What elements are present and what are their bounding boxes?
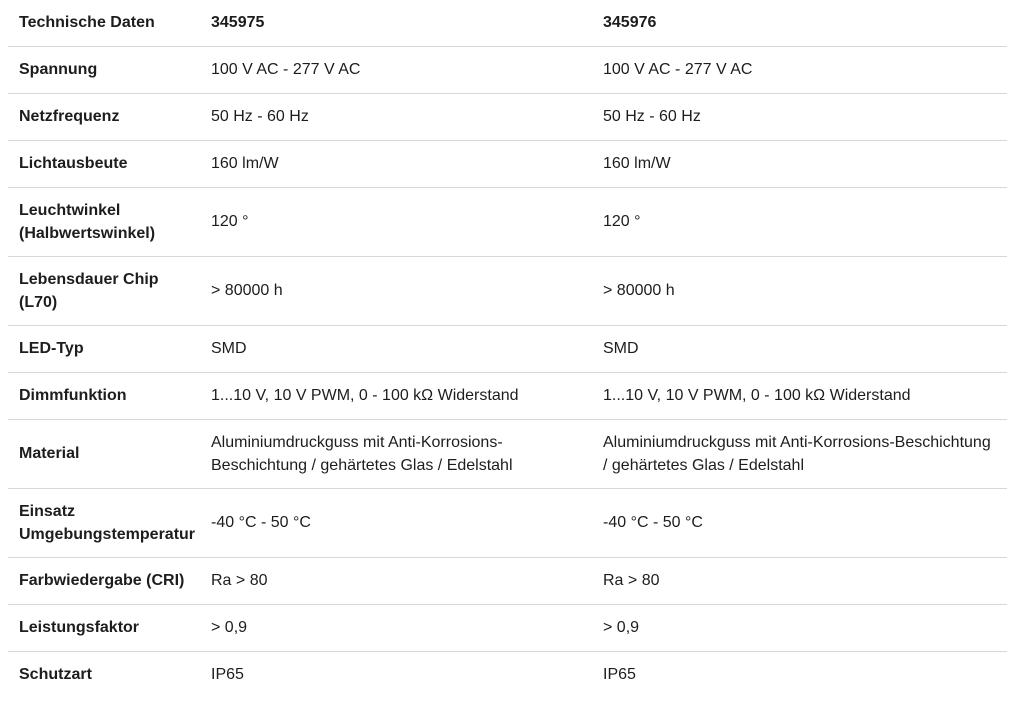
row-label: Schutzart bbox=[19, 666, 92, 684]
row-label: Material bbox=[8, 419, 200, 488]
row-value-345975: SMD bbox=[200, 325, 592, 372]
row-label: Leuchtwinkel (Halbwertswinkel) bbox=[8, 187, 200, 256]
table-row-leistungsfaktor bbox=[8, 604, 1007, 651]
row-value-345975: 1...10 V, 10 V PWM, 0 - 100 kΩ Widerstand bbox=[200, 372, 592, 419]
table-row-dimmfunktion bbox=[8, 372, 1007, 419]
row-value-345976: Aluminiumdruckguss mit Anti-Korrosions-Beschichtung / gehärtetes Glas / Edelstahl bbox=[592, 419, 1007, 488]
row-value-345976: > 80000 h bbox=[592, 256, 1007, 325]
row-label: Leistungsfaktor bbox=[8, 604, 200, 651]
row-value-345976: -40 °C - 50 °C bbox=[592, 488, 1007, 557]
row-value-345975: 120 ° bbox=[200, 187, 592, 256]
table-row-material bbox=[8, 419, 1007, 488]
row-value-345975: Ra > 80 bbox=[200, 557, 592, 604]
table-row-leuchtwinkel bbox=[8, 187, 1007, 256]
table-row-spannung bbox=[8, 46, 1007, 93]
row-label: Dimmfunktion bbox=[8, 372, 200, 419]
row-value-345976: 50 Hz - 60 Hz bbox=[592, 93, 1007, 140]
row-value-345976: IP65 bbox=[603, 666, 636, 684]
table-row-lebensdauer-chip bbox=[8, 256, 1007, 325]
row-label: Spannung bbox=[8, 46, 200, 93]
row-value-345976: Ra > 80 bbox=[592, 557, 1007, 604]
row-value-345975: 100 V AC - 277 V AC bbox=[200, 46, 592, 93]
row-value-345975: 160 lm/W bbox=[200, 140, 592, 187]
row-label: LED-Typ bbox=[8, 325, 200, 372]
row-label: Lebensdauer Chip (L70) bbox=[8, 256, 200, 325]
header-technische-daten: Technische Daten bbox=[8, 0, 200, 46]
row-value-345976: > 0,9 bbox=[592, 604, 1007, 651]
row-value-345975: > 0,9 bbox=[200, 604, 592, 651]
row-label: Farbwiedergabe (CRI) bbox=[8, 557, 200, 604]
row-value-345976: 120 ° bbox=[592, 187, 1007, 256]
row-value-345976: 160 lm/W bbox=[592, 140, 1007, 187]
table-row-led-typ bbox=[8, 325, 1007, 372]
table-row-lichtausbeute bbox=[8, 140, 1007, 187]
table-row-netzfrequenz bbox=[8, 93, 1007, 140]
row-value-345975: IP65 bbox=[211, 666, 244, 684]
row-value-345976: 100 V AC - 277 V AC bbox=[592, 46, 1007, 93]
table-row-einsatz-umgebungstemperatur bbox=[8, 488, 1007, 557]
row-value-345975: Aluminiumdruckguss mit Anti-Korrosions-Beschichtung / gehärtetes Glas / Edelstahl bbox=[200, 419, 592, 488]
row-value-345976: 1...10 V, 10 V PWM, 0 - 100 kΩ Widerstand bbox=[592, 372, 1007, 419]
technical-data-table bbox=[8, 0, 1007, 698]
row-value-345975: > 80000 h bbox=[200, 256, 592, 325]
row-value-345975: 50 Hz - 60 Hz bbox=[200, 93, 592, 140]
table-header-row bbox=[8, 0, 1007, 46]
table-row-schutzart bbox=[8, 651, 1007, 698]
row-label: Einsatz Umgebungstemperatur bbox=[8, 488, 200, 557]
row-label: Lichtausbeute bbox=[8, 140, 200, 187]
header-article-345975: 345975 bbox=[200, 0, 592, 46]
row-label: Netzfrequenz bbox=[8, 93, 200, 140]
row-value-345975: -40 °C - 50 °C bbox=[200, 488, 592, 557]
row-value-345976: SMD bbox=[592, 325, 1007, 372]
header-article-345976: 345976 bbox=[592, 0, 1007, 46]
table-row-farbwiedergabe bbox=[8, 557, 1007, 604]
